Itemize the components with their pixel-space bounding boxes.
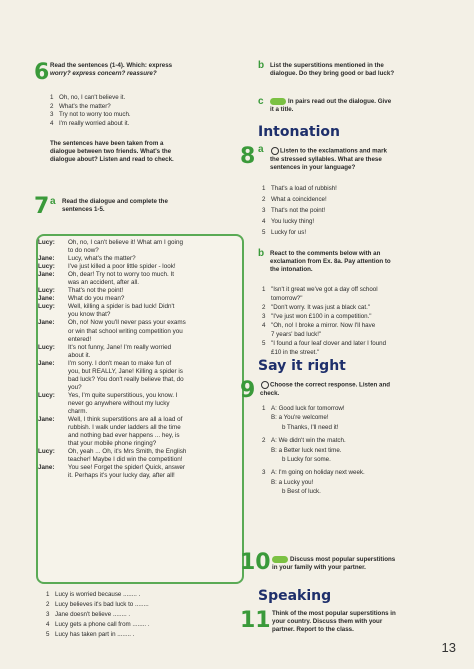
dialogue-line	[38, 416, 236, 424]
ex11-line: Think of the most popular superstitions in	[272, 610, 396, 617]
ex9-line: Choose the correct response. Listen and	[270, 381, 390, 389]
speaker-name: Jane:	[38, 464, 55, 472]
speaker-name	[38, 247, 68, 255]
response-line	[262, 413, 365, 422]
exclamation-item: Lucky for us!	[271, 229, 307, 236]
dialogue-text: Oh, dear! Try not to worry too much. It	[68, 271, 175, 279]
exercise-8a-instruction	[270, 147, 387, 172]
ex8a-line: sentences in your language?	[270, 163, 356, 171]
speaker-name: Jane:	[38, 416, 55, 424]
exercise-7-number: 7	[34, 194, 50, 219]
speaker-name: Jane:	[38, 295, 55, 303]
ex7b-line: List the superstitions mentioned in the	[270, 62, 384, 69]
response-line	[262, 436, 365, 445]
exclamation-item: What a coincidence!	[271, 196, 327, 203]
response-line	[262, 423, 365, 432]
exercise-9-number: 9	[240, 378, 256, 403]
dialogue-text: or win that school writing competition you	[68, 327, 183, 335]
comment-number	[262, 348, 271, 357]
comment-line	[262, 339, 386, 348]
say-it-right-heading: Say it right	[258, 358, 346, 374]
item-number: 3	[262, 469, 266, 477]
ex11-line: partner. Report to the class.	[272, 626, 354, 633]
exercise-11-instruction	[272, 610, 396, 634]
dialogue-line	[38, 400, 236, 408]
pair-work-icon	[270, 98, 286, 105]
dialogue-line	[38, 263, 236, 271]
exercise-6-number: 6	[34, 60, 50, 85]
dialogue-text: Oh, no! Now you'll never pass your exams	[68, 319, 186, 327]
exercise-8b-instruction	[270, 250, 391, 274]
response-line	[262, 446, 365, 455]
comment-line	[262, 285, 386, 294]
item-text: Jane doesn't believe ........ .	[55, 611, 131, 618]
completion-item	[46, 600, 150, 610]
comment-number: 5	[262, 340, 266, 347]
dialogue-line	[38, 303, 236, 311]
speaker-name	[38, 311, 68, 319]
dialogue-line	[38, 239, 236, 247]
speaker-name: Lucy:	[38, 343, 55, 351]
speaking-heading: Speaking	[258, 588, 332, 604]
dialogue-text: I've just killed a poor little spider - look!	[68, 263, 176, 271]
dialogue-line	[38, 271, 236, 279]
speaker-name: Jane:	[38, 359, 55, 367]
dialogue-line	[38, 319, 236, 327]
dialogue-text: you know that?	[68, 311, 111, 319]
comment-text: "Don't worry. It was just a black cat."	[271, 304, 370, 311]
item-number	[262, 478, 271, 487]
exercise-10-instruction	[272, 556, 395, 572]
speaker-name	[38, 336, 68, 344]
item-text: Lucy gets a phone call from ........ .	[55, 621, 150, 628]
dialogue-line	[38, 368, 236, 376]
response-text: B: a You're welcome!	[271, 414, 329, 422]
dialogue-line	[38, 344, 236, 352]
exclamation-item: That's not the point!	[271, 207, 326, 214]
ex8b-line: React to the comments below with an	[270, 250, 381, 257]
comment-line	[262, 348, 386, 357]
dialogue-line	[38, 360, 236, 368]
speaker-name: Lucy:	[38, 303, 55, 311]
exclamation-item: You lucky thing!	[271, 218, 315, 225]
completion-item	[46, 630, 150, 640]
response-text: A: I'm going on holiday next week.	[271, 469, 365, 477]
speaker-name	[38, 440, 68, 448]
exercise-7c-instruction	[270, 98, 391, 114]
dialogue-line	[38, 392, 236, 400]
dialogue-line	[38, 295, 236, 303]
item-number: 2	[46, 601, 50, 608]
ex7c-line: In pairs read out the dialogue. Give	[288, 98, 392, 106]
exercise-6-instruction	[50, 62, 172, 78]
dialogue-line	[38, 311, 236, 319]
exercise-7c-letter: c	[258, 96, 264, 107]
comment-line	[262, 303, 386, 312]
speaker-name: Lucy:	[38, 263, 55, 271]
speaker-name	[38, 328, 68, 336]
comment-number	[262, 330, 271, 339]
response-text: b Lucky for some.	[282, 456, 331, 464]
dialogue-line	[38, 432, 236, 440]
dialogue-text: You see! Forget the spider! Quick, answer	[68, 464, 186, 472]
speaker-name	[38, 432, 68, 440]
exercise-7-completion-list	[46, 590, 150, 640]
comment-number: 1	[262, 286, 266, 293]
ex6-item: What's the matter?	[59, 102, 111, 110]
response-text: B: a Better luck next time.	[271, 446, 342, 454]
dialogue-line	[38, 472, 236, 480]
dialogue-text: to do now?	[68, 247, 99, 255]
comment-text: £10 in the street."	[271, 349, 320, 356]
exercise-11-number: 11	[240, 608, 271, 633]
speaker-name	[38, 279, 68, 287]
exclamation-item: That's a load of rubbish!	[271, 185, 337, 192]
dialogue-line	[38, 336, 236, 344]
speaker-name	[38, 424, 68, 432]
exercise-8a-letter: a	[258, 144, 264, 155]
speaker-name	[38, 352, 68, 360]
comment-line	[262, 321, 386, 330]
comment-line	[262, 294, 386, 303]
ex11-line: your country. Discuss them with your	[272, 618, 383, 625]
ex10-line: Discuss most popular superstitions	[290, 556, 396, 564]
ex7c-line: it a title.	[270, 106, 294, 114]
comment-text: "I found a four leaf clover and later I found	[271, 340, 387, 347]
dialogue-line	[38, 247, 236, 255]
speaker-name	[38, 384, 68, 392]
response-line	[262, 455, 365, 464]
response-line	[262, 468, 365, 477]
exercise-8-number: 8	[240, 144, 256, 169]
item-text: Lucy believes it's bad luck to ........	[55, 601, 149, 608]
response-text: b Thanks, I'll need it!	[282, 423, 339, 431]
dialogue-text: Yes, I'm quite superstitious, you know. I	[68, 391, 178, 399]
dialogue-text: rubbish. I walk under ladders all the time	[68, 424, 181, 432]
item-number	[262, 487, 271, 496]
ex8b-line: the intonation.	[270, 266, 313, 273]
item-number: 1	[46, 591, 50, 598]
dialogue-line	[38, 255, 236, 263]
speaker-name: Jane:	[38, 319, 55, 327]
exercise-7a-instruction	[62, 198, 168, 214]
dialogue-text: Well, I think superstitions are all a load of	[68, 416, 183, 424]
item-number: 4	[46, 621, 50, 628]
dialogue-text: Oh, yeah ... Oh, it's Mrs Smith, the English	[68, 448, 187, 456]
ex6-item: Try not to worry too much.	[59, 111, 131, 119]
listen-icon	[261, 381, 269, 389]
ex7b-line: dialogue. Do they bring good or bad luck?	[270, 70, 395, 77]
dialogue-text: charm.	[68, 407, 88, 415]
comment-text: 7 years' bad luck!"	[271, 331, 322, 338]
ex8a-line: Listen to the exclamations and mark	[280, 147, 387, 155]
spacer	[262, 497, 365, 501]
item-number	[262, 455, 271, 464]
comment-text: "Isn't it great we've got a day off school	[271, 286, 378, 293]
ex6-task-line: The sentences have been taken from a	[50, 140, 164, 147]
comment-line	[262, 312, 386, 321]
response-line	[262, 404, 365, 413]
dialogue-text: it. Perhaps it's your lucky day, after all!	[68, 472, 175, 480]
comment-text: "Oh, no! I broke a mirror. Now I'll have	[271, 322, 376, 329]
response-text: A: We didn't win the match.	[271, 437, 346, 445]
comment-number: 3	[262, 313, 266, 320]
speaker-name	[38, 376, 68, 384]
dialogue-text: That's not the point!	[68, 287, 124, 295]
comment-text: "I've just won £100 in a competition."	[271, 313, 372, 320]
ex8a-line: the stressed syllables. What are these	[270, 155, 382, 163]
ex6-task-line: dialogue about? Listen and read to check.	[50, 156, 174, 163]
comment-text: tomorrow?"	[271, 295, 303, 302]
exercise-8a-list: 1 That's a load of rubbish! 2 What a coincidence! 3 That's not the point! 4 You lucky thing! 5 Lucky for us!	[262, 185, 337, 236]
ex6-instr-line-2: worry? express concern? reassure?	[50, 70, 157, 77]
completion-item	[46, 610, 150, 620]
response-text: A: Good luck for tomorrow!	[271, 405, 345, 412]
completion-item	[46, 590, 150, 600]
speaker-name: Jane:	[38, 255, 55, 263]
item-number: 3	[46, 611, 50, 618]
dialogue-line	[38, 376, 236, 384]
ex6-instr-line-1: Read the sentences (1-4). Which: express	[50, 62, 173, 69]
speaker-name: Lucy:	[38, 448, 55, 456]
dialogue-text: Oh, no, I can't believe it! What am I going	[68, 239, 183, 246]
comment-number	[262, 294, 271, 303]
comment-number: 4	[262, 322, 266, 329]
ex6-item: I'm really worried about it.	[59, 119, 130, 127]
item-number: 1	[262, 405, 266, 412]
dialogue-text: teacher! Maybe I did win the competition!	[68, 456, 183, 464]
exercise-6-task	[50, 140, 174, 164]
dialogue-line	[38, 448, 236, 456]
response-line	[262, 478, 365, 487]
ex6-task-line: dialogue between two friends. What's the	[50, 148, 172, 155]
dialogue-line	[38, 456, 236, 464]
intonation-heading: Intonation	[258, 124, 340, 140]
exercise-7b-instruction	[270, 62, 394, 78]
dialogue-text: Well, killing a spider is bad luck! Didn't	[68, 303, 175, 311]
dialogue-text: What do you mean?	[68, 295, 125, 303]
dialogue-line	[38, 279, 236, 287]
comment-line	[262, 330, 386, 339]
dialogue-text: It's not funny, Jane! I'm really worried	[68, 343, 172, 351]
dialogue-text: about it.	[68, 351, 91, 359]
dialogue-line	[38, 424, 236, 432]
exercise-8b-letter: b	[258, 248, 265, 259]
exercise-8b-comments	[262, 285, 386, 357]
dialogue-line	[38, 440, 236, 448]
dialogue-text: never go anywhere without my lucky	[68, 399, 170, 407]
dialogue-line	[38, 464, 236, 472]
exercise-9-list	[262, 404, 365, 501]
speaker-name: Jane:	[38, 271, 55, 279]
response-text: B: a Lucky you!	[271, 478, 314, 486]
dialogue-line	[38, 352, 236, 360]
comment-number: 2	[262, 304, 266, 311]
ex6-item: Oh, no, I can't believe it.	[59, 94, 126, 101]
page-number: 13	[441, 640, 456, 655]
speaker-name: Lucy:	[38, 287, 55, 295]
ex7-instr-line: Read the dialogue and complete the	[62, 198, 168, 205]
exercise-7b-letter: b	[258, 60, 265, 71]
dialogue-line	[38, 408, 236, 416]
item-text: Lucy has taken part in ........ .	[55, 631, 135, 638]
dialogue-line	[38, 328, 236, 336]
completion-item	[46, 620, 150, 630]
dialogue-text: entered!	[68, 335, 92, 343]
exercise-9-instruction	[260, 381, 390, 398]
dialogue-line	[38, 287, 236, 295]
item-number	[262, 446, 271, 455]
exercise-7a-letter: a	[50, 196, 56, 207]
exercise-10-number: 10	[240, 550, 271, 575]
dialogue-text: Lucy, what's the matter?	[68, 255, 136, 263]
speaker-name	[38, 408, 68, 416]
speaker-name: Lucy:	[38, 391, 55, 399]
speaker-name	[38, 368, 68, 376]
dialogue-line	[38, 384, 236, 392]
ex10-line: in your family with your partner.	[272, 564, 366, 572]
item-number	[262, 413, 271, 422]
exercise-6-list: 1 Oh, no, I can't believe it. 2 What's the matter? 3 Try not to worry too much. 4 I'm really worried about it.	[50, 94, 131, 127]
ex9-line: check.	[260, 389, 280, 397]
dialogue-text: you?	[68, 383, 82, 391]
item-number	[262, 423, 271, 432]
dialogue-text: bad luck? You don't really believe that, do	[68, 375, 184, 383]
speaker-name	[38, 400, 68, 408]
item-number: 5	[46, 631, 50, 638]
dialogue-text: that your mobile phone ringing?	[68, 440, 157, 448]
ex7-instr-line: sentences 1-5.	[62, 206, 105, 213]
listen-icon	[271, 147, 279, 155]
dialogue-text: you, but REALLY, Jane! Killing a spider is	[68, 367, 183, 375]
speaker-name	[38, 456, 68, 464]
speaker-name: Lucy:	[38, 239, 55, 246]
response-text: b Best of luck.	[282, 488, 321, 496]
dialogue-text: was an accident, after all.	[68, 279, 140, 287]
speaker-name	[38, 472, 68, 480]
dialogue-text: I'm sorry. I don't mean to make fun of	[68, 359, 172, 367]
dialogue	[38, 239, 236, 480]
item-number: 2	[262, 437, 266, 445]
item-text: Lucy is worried because ........ .	[55, 591, 141, 598]
ex8b-line: exclamation from Ex. 8a. Pay attention to	[270, 258, 391, 265]
dialogue-text: and nothing bad ever happens ... hey, is	[68, 432, 180, 440]
response-line	[262, 487, 365, 496]
pair-work-icon	[272, 556, 288, 563]
